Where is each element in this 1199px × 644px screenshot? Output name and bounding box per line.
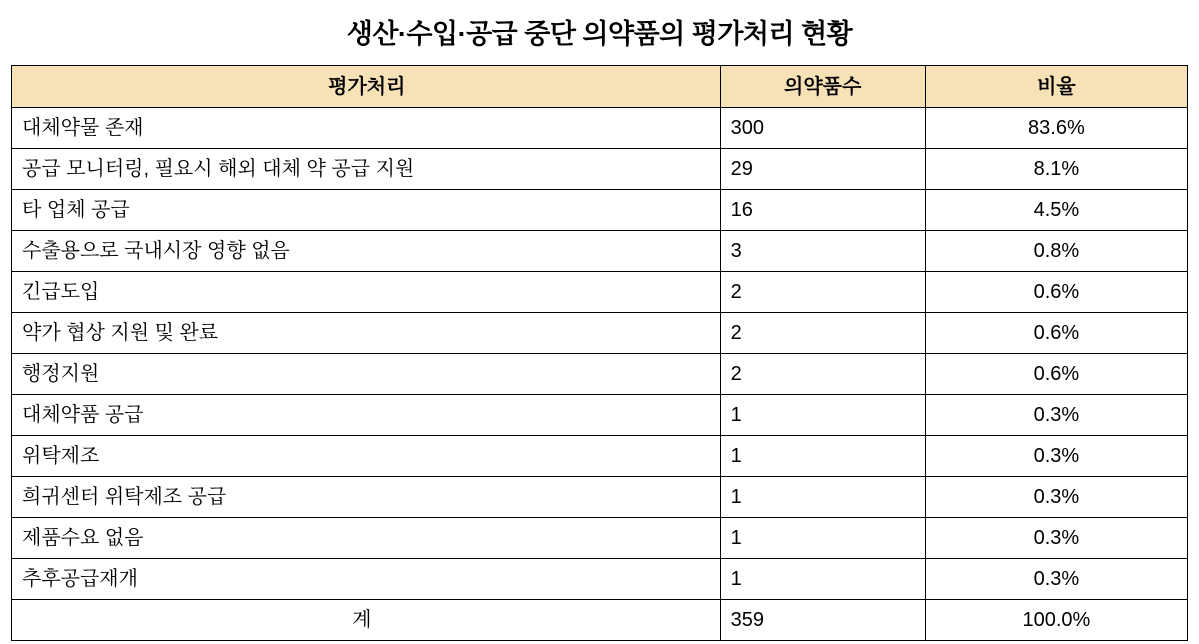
table-row bbox=[12, 190, 1188, 231]
cell-ratio: 0.3% bbox=[925, 395, 1187, 436]
column-header-evaluation: 평가처리 bbox=[12, 66, 721, 108]
column-header-drug-count: 의약품수 bbox=[720, 66, 925, 108]
cell-evaluation: 공급 모니터링, 필요시 해외 대체 약 공급 지원 bbox=[12, 149, 721, 190]
table-row bbox=[12, 559, 1188, 600]
table-row bbox=[12, 108, 1188, 149]
cell-drug-count: 2 bbox=[720, 354, 925, 395]
cell-evaluation: 대체약품 공급 bbox=[12, 395, 721, 436]
table-row bbox=[12, 231, 1188, 272]
column-header-ratio: 비율 bbox=[925, 66, 1187, 108]
cell-ratio: 0.6% bbox=[925, 272, 1187, 313]
evaluation-status-table bbox=[11, 65, 1188, 641]
cell-ratio: 0.6% bbox=[925, 354, 1187, 395]
cell-drug-count: 1 bbox=[720, 559, 925, 600]
cell-drug-count: 300 bbox=[720, 108, 925, 149]
cell-drug-count: 1 bbox=[720, 518, 925, 559]
cell-ratio: 0.3% bbox=[925, 477, 1187, 518]
table-header bbox=[12, 66, 1188, 108]
table-total-row bbox=[12, 600, 1188, 641]
page-title: 생산·수입·공급 중단 의약품의 평가처리 현황 bbox=[346, 19, 853, 49]
cell-ratio: 8.1% bbox=[925, 149, 1187, 190]
cell-ratio: 0.6% bbox=[925, 313, 1187, 354]
table-row bbox=[12, 395, 1188, 436]
cell-total-label: 계 bbox=[12, 600, 721, 641]
cell-evaluation: 위탁제조 bbox=[12, 436, 721, 477]
cell-drug-count: 29 bbox=[720, 149, 925, 190]
table-header-row bbox=[12, 66, 1188, 108]
cell-ratio: 0.8% bbox=[925, 231, 1187, 272]
cell-drug-count: 1 bbox=[720, 395, 925, 436]
cell-ratio: 83.6% bbox=[925, 108, 1187, 149]
table-row bbox=[12, 477, 1188, 518]
table-row bbox=[12, 436, 1188, 477]
cell-total-ratio: 100.0% bbox=[925, 600, 1187, 641]
cell-ratio: 4.5% bbox=[925, 190, 1187, 231]
table-row bbox=[12, 149, 1188, 190]
cell-evaluation: 희귀센터 위탁제조 공급 bbox=[12, 477, 721, 518]
table-row bbox=[12, 313, 1188, 354]
table-row bbox=[12, 354, 1188, 395]
cell-drug-count: 16 bbox=[720, 190, 925, 231]
table-row bbox=[12, 518, 1188, 559]
cell-evaluation: 추후공급재개 bbox=[12, 559, 721, 600]
cell-drug-count: 2 bbox=[720, 313, 925, 354]
cell-ratio: 0.3% bbox=[925, 518, 1187, 559]
cell-evaluation: 약가 협상 지원 및 완료 bbox=[12, 313, 721, 354]
cell-drug-count: 1 bbox=[720, 436, 925, 477]
cell-evaluation: 행정지원 bbox=[12, 354, 721, 395]
cell-drug-count: 3 bbox=[720, 231, 925, 272]
cell-ratio: 0.3% bbox=[925, 559, 1187, 600]
table-row bbox=[12, 272, 1188, 313]
table-body bbox=[12, 108, 1188, 641]
cell-evaluation: 대체약물 존재 bbox=[12, 108, 721, 149]
cell-evaluation: 제품수요 없음 bbox=[12, 518, 721, 559]
cell-drug-count: 1 bbox=[720, 477, 925, 518]
cell-evaluation: 긴급도입 bbox=[12, 272, 721, 313]
cell-total-count: 359 bbox=[720, 600, 925, 641]
cell-ratio: 0.3% bbox=[925, 436, 1187, 477]
cell-evaluation: 수출용으로 국내시장 영향 없음 bbox=[12, 231, 721, 272]
cell-evaluation: 타 업체 공급 bbox=[12, 190, 721, 231]
cell-drug-count: 2 bbox=[720, 272, 925, 313]
